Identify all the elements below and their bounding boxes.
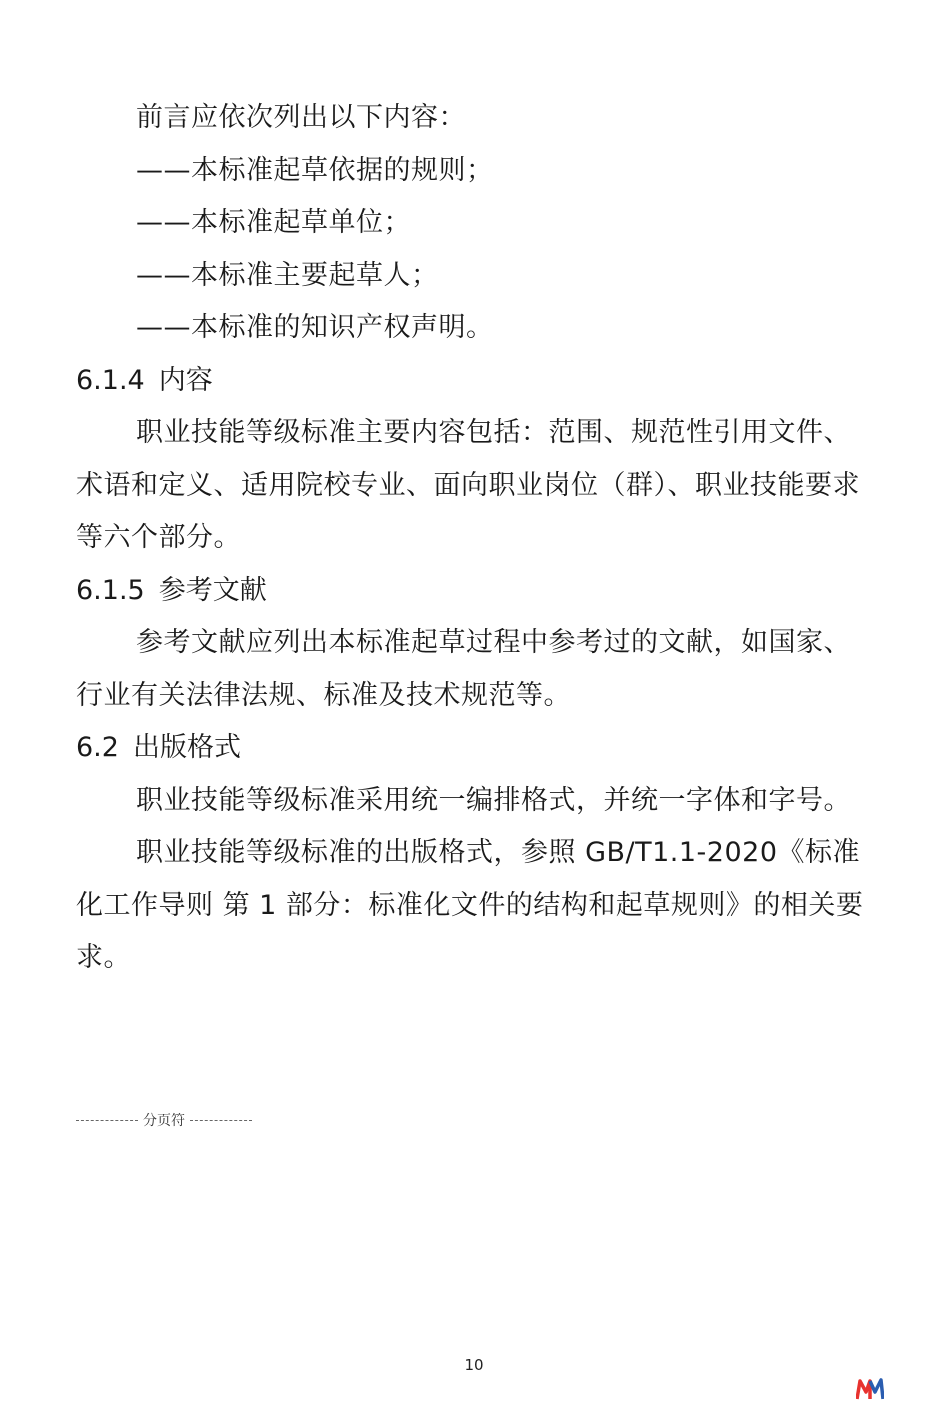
list-item-drafters: ——本标准主要起草人； (136, 259, 439, 291)
dashed-line (76, 1120, 138, 1121)
dashed-line (190, 1120, 252, 1121)
section-number: 6.1.5 (76, 574, 145, 606)
section-number: 6.2 (76, 732, 119, 763)
list-item-units: ——本标准起草单位； (136, 207, 411, 238)
page-break-label: 分页符 (143, 1113, 185, 1129)
section-heading-6-1-4 (76, 355, 876, 408)
list-item-rules: ——本标准起草依据的规则； (136, 154, 494, 186)
section-title: 内容 (158, 364, 213, 396)
page-number: 10 (464, 1356, 484, 1374)
references-paragraph: 参考文献应列出本标准起草过程中参考过的文献，如国家、行业有关法律法规、标准及技术规范等。 (76, 627, 851, 711)
section-heading-6-1-5 (76, 565, 876, 618)
format-paragraph-1: 职业技能等级标准采用统一编排格式，并统一字体和字号。 (136, 784, 851, 816)
section-heading-6-2 (76, 722, 876, 775)
section-title: 参考文献 (158, 574, 267, 606)
page-break-marker (76, 1110, 252, 1130)
format-paragraph-2: 职业技能等级标准的出版格式，参照 GB/T1.1-2020《标准化工作导则 第 1 部分：标准化文件的结构和起草规则》的相关要求。 (76, 837, 864, 973)
content-paragraph: 职业技能等级标准主要内容包括：范围、规范性引用文件、术语和定义、适用院校专业、面向职业岗位（群）、职业技能要求等六个部分。 (76, 417, 860, 553)
list-item-ip-statement: ——本标准的知识产权声明。 (136, 312, 494, 343)
intro-paragraph: 前言应依次列出以下内容： (136, 102, 466, 133)
section-number: 6.1.4 (76, 364, 145, 396)
page-content (76, 92, 876, 985)
m-logo-icon (856, 1378, 884, 1400)
section-title: 出版格式 (132, 732, 241, 763)
